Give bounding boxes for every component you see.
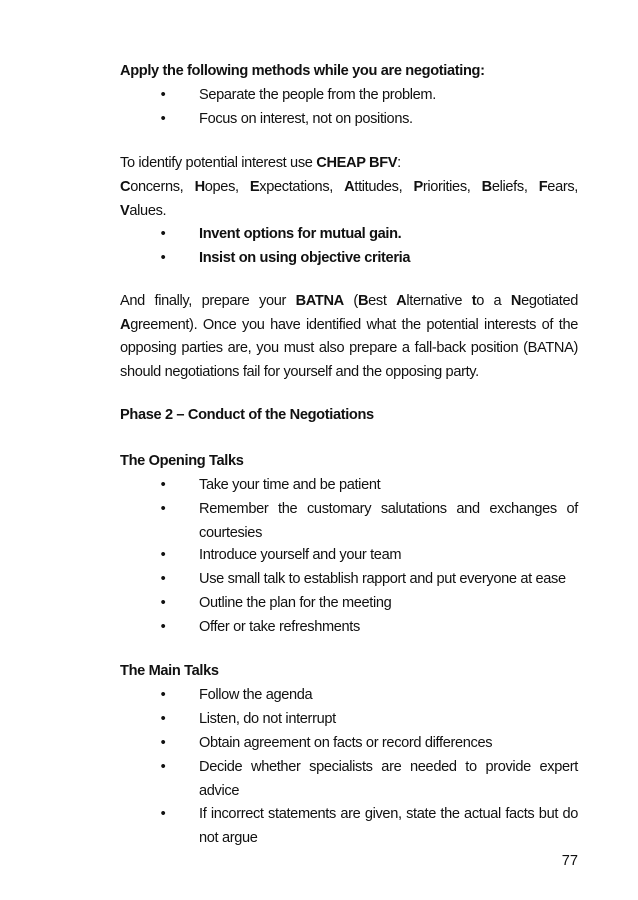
cheap-words: Concerns, Hopes, Expectations, Attitudes, Priorities, Beliefs, Fears, Values.	[120, 179, 578, 219]
bullet-icon: •	[160, 595, 166, 611]
list-item	[120, 803, 578, 850]
list-item	[120, 474, 578, 498]
list-item	[120, 223, 578, 247]
bullet-icon: •	[160, 501, 166, 517]
bullet-icon: •	[160, 250, 166, 266]
list-item-text: Remember the customary salutations and exchanges of courtesies	[199, 501, 578, 541]
list-item-text: Follow the agenda	[199, 687, 313, 703]
bullet-icon: •	[160, 87, 166, 103]
phase2-heading: Phase 2 – Conduct of the Negotiations	[120, 407, 374, 423]
bullet-icon: •	[160, 711, 166, 727]
list-item-text: Use small talk to establish rapport and put everyone at ease	[199, 571, 566, 587]
bullet-icon: •	[160, 571, 166, 587]
bullet-icon: •	[160, 477, 166, 493]
bullet-icon: •	[160, 759, 166, 775]
batna-paragraph: And finally, prepare your BATNA (Best Alternative to a Negotiated Agreement). Once you have identified what the potential interests of the opposing parties are, you must also prepare a fall-back position (BATNA) should negotiations fail for yourself and the opposing party.	[120, 293, 579, 380]
list-item-text: Insist on using objective criteria	[199, 250, 411, 266]
list-item-text: Offer or take refreshments	[199, 619, 360, 635]
list-item	[120, 592, 578, 616]
list-item-text: Focus on interest, not on positions.	[199, 111, 413, 127]
main-talks-heading: The Main Talks	[120, 663, 219, 679]
list-item-text: If incorrect statements are given, state the actual facts but do not argue	[199, 806, 578, 846]
intro-heading: Apply the following methods while you are negotiating:	[120, 63, 485, 79]
list-item	[120, 568, 578, 592]
cheap-acronym: CHEAP BFV	[316, 155, 398, 171]
cheap-intro: To identify potential interest use CHEAP BFV:	[120, 155, 401, 171]
page-number: 77	[561, 853, 578, 869]
list-item	[120, 108, 578, 132]
bullet-icon: •	[160, 226, 166, 242]
list-item-text: Separate the people from the problem.	[199, 87, 436, 103]
list-item-text: Decide whether specialists are needed to provide expert advice	[199, 759, 578, 799]
list-item	[120, 684, 578, 708]
list-item	[120, 708, 578, 732]
list-item	[120, 544, 578, 568]
list-item	[120, 732, 578, 756]
list-item	[120, 247, 578, 271]
list-item	[120, 84, 578, 108]
list-item	[120, 616, 578, 640]
list-item	[120, 756, 578, 803]
opening-heading: The Opening Talks	[120, 453, 244, 469]
bullet-icon: •	[160, 619, 166, 635]
list-item-text: Take your time and be patient	[199, 477, 381, 493]
list-item-text: Outline the plan for the meeting	[199, 595, 392, 611]
bullet-icon: •	[160, 547, 166, 563]
list-item-text: Obtain agreement on facts or record differences	[199, 735, 493, 751]
bullet-icon: •	[160, 806, 166, 822]
bullet-icon: •	[160, 687, 166, 703]
list-item-text: Introduce yourself and your team	[199, 547, 402, 563]
list-item-text: Listen, do not interrupt	[199, 711, 336, 727]
batna-acronym: BATNA	[295, 293, 344, 309]
list-item	[120, 498, 578, 545]
list-item-text: Invent options for mutual gain.	[199, 226, 402, 242]
bullet-icon: •	[160, 111, 166, 127]
bullet-icon: •	[160, 735, 166, 751]
